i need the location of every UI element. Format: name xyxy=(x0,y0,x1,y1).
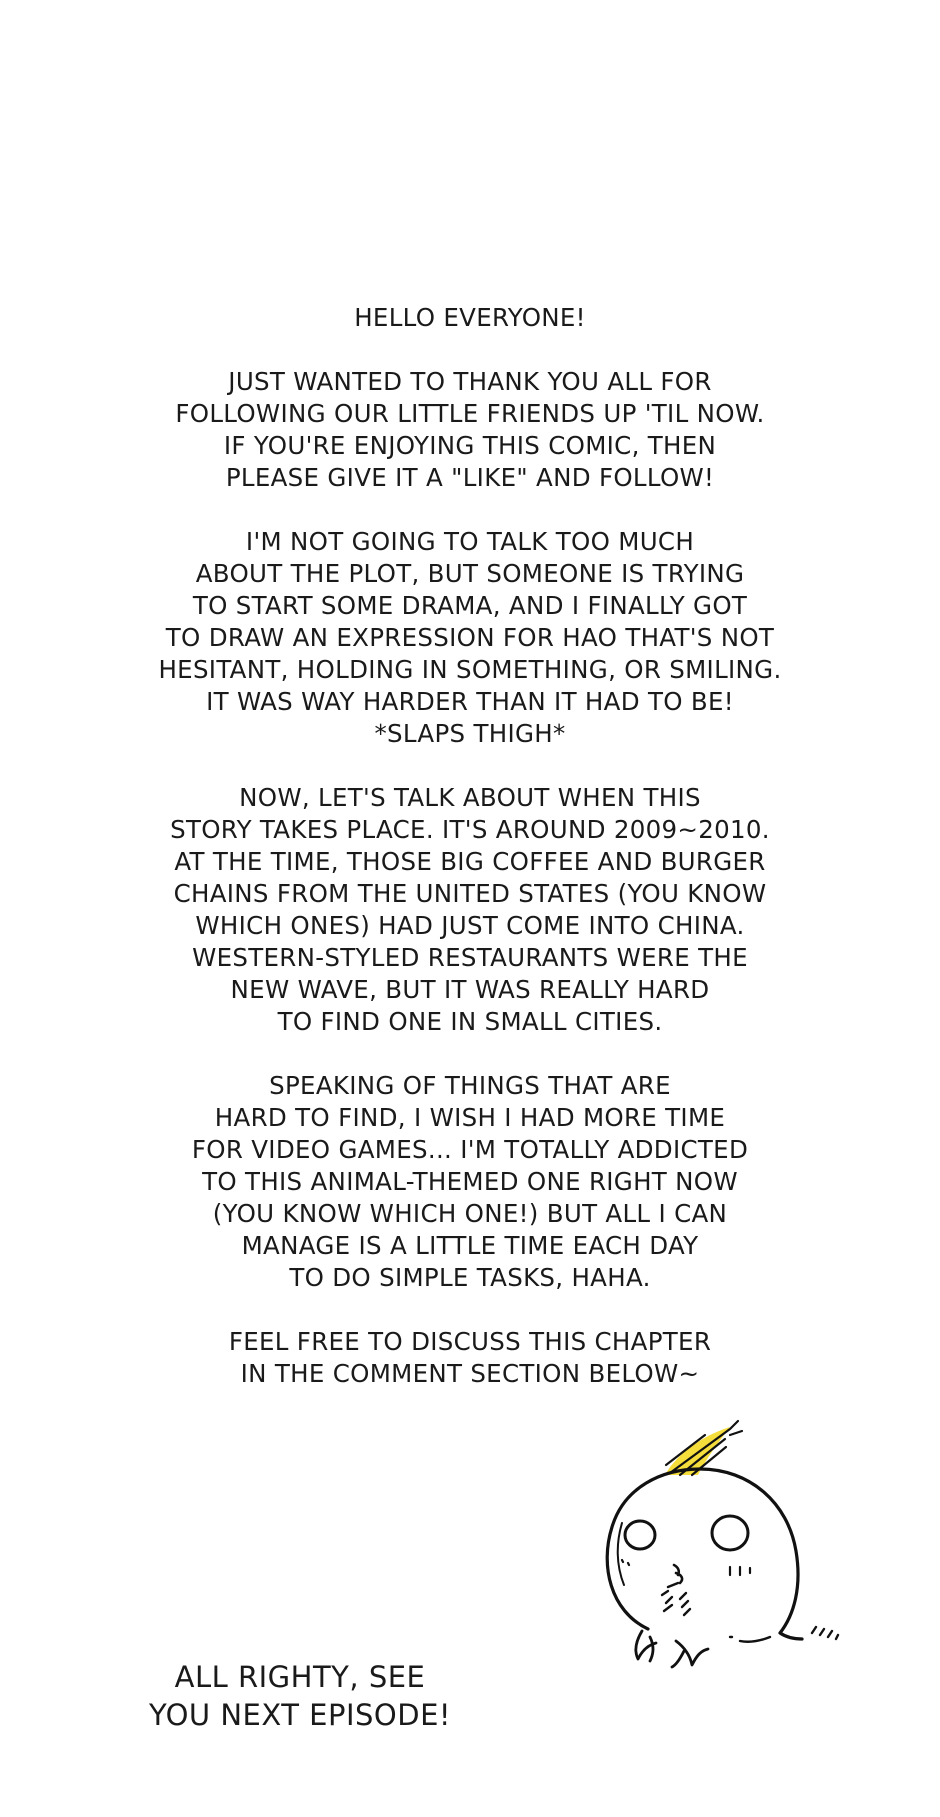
left-eye xyxy=(625,1521,655,1549)
note-line: ABOUT THE PLOT, BUT SOMEONE IS TRYING xyxy=(195,559,745,588)
note-line: I'M NOT GOING TO TALK TOO MUCH xyxy=(245,527,695,556)
note-line: FOR VIDEO GAMES... I'M TOTALLY ADDICTED xyxy=(191,1135,749,1164)
body-outline xyxy=(607,1469,802,1639)
cheek-marks xyxy=(622,1560,750,1575)
note-line: HESITANT, HOLDING IN SOMETHING, OR SMILING. xyxy=(158,655,782,684)
note-line: TO DO SIMPLE TASKS, HAHA. xyxy=(289,1263,651,1292)
right-eye xyxy=(712,1516,748,1550)
note-paragraph-plot xyxy=(0,526,940,750)
note-line: AT THE TIME, THOSE BIG COFFEE AND BURGER xyxy=(174,847,766,876)
author-note xyxy=(0,302,940,1390)
note-line: TO START SOME DRAMA, AND I FINALLY GOT xyxy=(192,591,748,620)
chest-feathers xyxy=(662,1583,690,1615)
note-line: IT WAS WAY HARDER THAN IT HAD TO BE! xyxy=(206,687,734,716)
note-line: JUST WANTED TO THANK YOU ALL FOR xyxy=(228,367,712,396)
note-line: NOW, LET'S TALK ABOUT WHEN THIS xyxy=(239,783,701,812)
beak xyxy=(674,1565,682,1583)
left-foot xyxy=(636,1631,656,1661)
note-paragraph-thanks xyxy=(0,366,940,494)
note-line: MANAGE IS A LITTLE TIME EACH DAY xyxy=(241,1231,699,1260)
note-line: STORY TAKES PLACE. IT'S AROUND 2009~2010. xyxy=(170,815,770,844)
note-line: TO THIS ANIMAL-THEMED ONE RIGHT NOW xyxy=(202,1167,738,1196)
note-line: HARD TO FIND, I WISH I HAD MORE TIME xyxy=(214,1103,726,1132)
note-paragraph-discuss xyxy=(0,1326,940,1390)
signoff-line: YOU NEXT EPISODE! xyxy=(148,1698,452,1732)
note-paragraph-setting xyxy=(0,782,940,1038)
note-line: TO FIND ONE IN SMALL CITIES. xyxy=(277,1007,663,1036)
note-line: FEEL FREE TO DISCUSS THIS CHAPTER xyxy=(228,1327,712,1356)
note-paragraph-games xyxy=(0,1070,940,1294)
note-line: NEW WAVE, BUT IT WAS REALLY HARD xyxy=(230,975,710,1004)
round-bird-mascot-icon xyxy=(580,1415,870,1675)
note-line: (YOU KNOW WHICH ONE!) BUT ALL I CAN xyxy=(212,1199,728,1228)
note-line: PLEASE GIVE IT A "LIKE" AND FOLLOW! xyxy=(225,463,715,492)
note-line: *SLAPS THIGH* xyxy=(374,719,566,748)
note-line: CHAINS FROM THE UNITED STATES (YOU KNOW xyxy=(173,879,767,908)
signoff-text xyxy=(120,1658,480,1734)
note-line: WHICH ONES) HAD JUST COME INTO CHINA. xyxy=(195,911,745,940)
note-line: IF YOU'RE ENJOYING THIS COMIC, THEN xyxy=(223,431,717,460)
right-foot xyxy=(672,1641,708,1667)
body-left-edge xyxy=(618,1523,624,1585)
note-line: TO DRAW AN EXPRESSION FOR HAO THAT'S NOT xyxy=(165,623,775,652)
note-paragraph-greeting xyxy=(0,302,940,334)
tuft-strands xyxy=(666,1421,742,1475)
signoff-line: ALL RIGHTY, SEE xyxy=(174,1660,426,1694)
note-line: WESTERN-STYLED RESTAURANTS WERE THE xyxy=(192,943,748,972)
note-line: FOLLOWING OUR LITTLE FRIENDS UP 'TIL NOW. xyxy=(175,399,765,428)
note-line: HELLO EVERYONE! xyxy=(354,303,586,332)
note-line: IN THE COMMENT SECTION BELOW~ xyxy=(240,1359,700,1388)
note-line: SPEAKING OF THINGS THAT ARE xyxy=(269,1071,671,1100)
